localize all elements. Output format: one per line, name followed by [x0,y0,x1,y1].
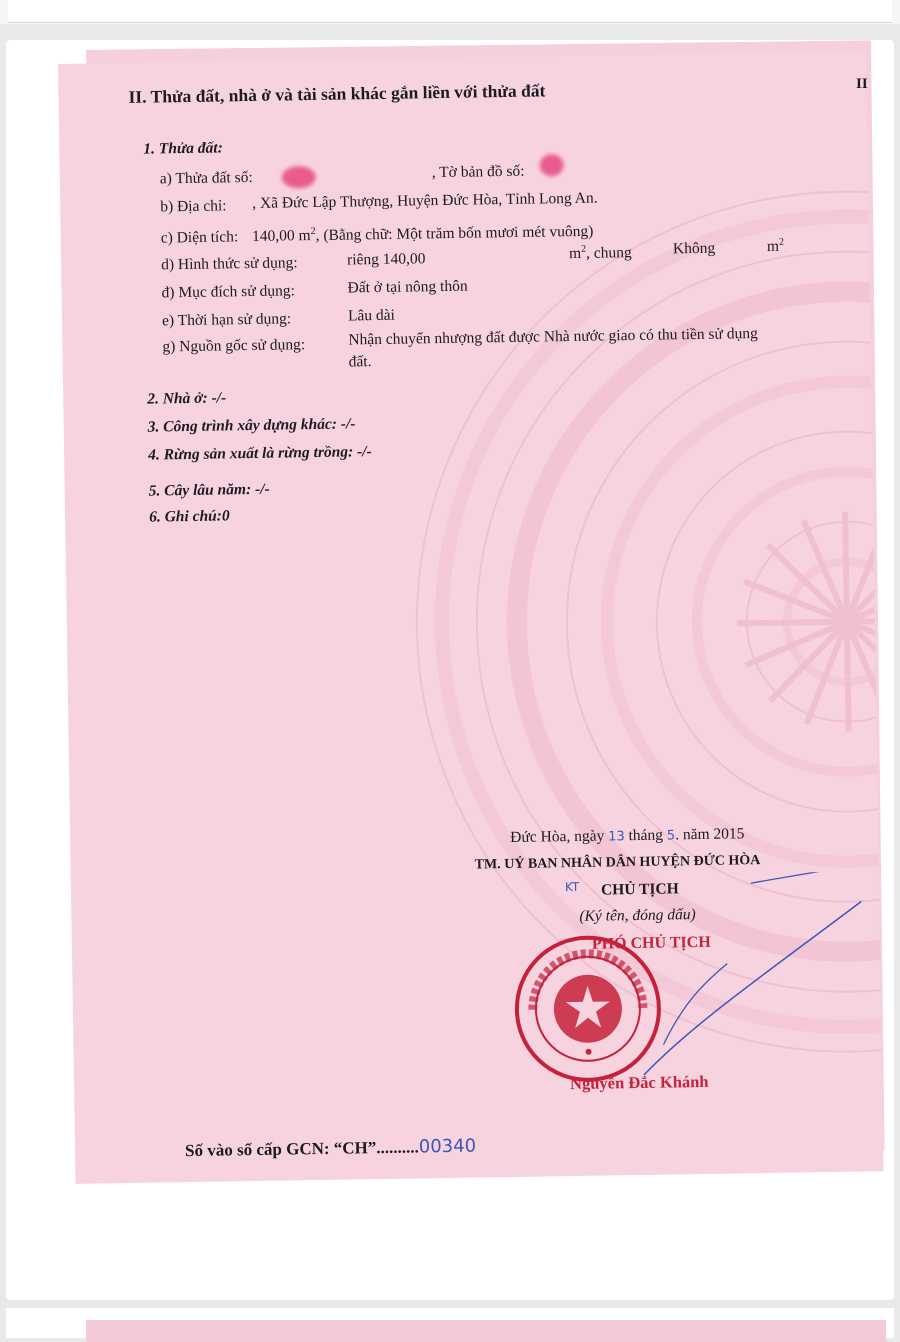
purpose-value: Đất ở tại nông thôn [347,277,468,297]
term-value: Lâu dài [347,306,396,325]
handwritten-initial: KT [564,879,580,895]
address-value: , Xã Đức Lập Thượng, Huyện Đức Hòa, Tỉnh Long An. [252,189,598,212]
usage-form-value: riêng 140,00 [346,250,426,269]
construction-item: 3. Công trình xây dựng khác: -/- [147,415,356,436]
issue-day: 13 [608,829,625,845]
map-sheet-label: , Tờ bản đồ số: [431,162,525,182]
area-label: c) Diện tích: 140,00 $m^2$, (Bằng chữ: Một trăm bốn mươi mét vuông) [160,222,594,247]
handwritten-signature [631,871,874,1095]
previous-page-strip [0,0,900,24]
note-item: 6. Ghi chú:0 [148,507,230,526]
registry-label: Số vào sổ cấp GCN: “CH”..........00340 [184,1135,477,1161]
issue-month: 5 [666,828,676,844]
land-heading: 1. Thửa đất: [143,139,223,158]
usage-shared-value: Không [672,239,716,258]
area-in-words: , (Bằng chữ: Một trăm bốn mươi mét vuông) [315,222,594,245]
redacted-plot-number [282,166,316,189]
sign-note: (Ký tên, đóng dấu) [579,906,696,925]
origin-label: g) Nguồn gốc sử dụng: [162,336,306,356]
area-value: 140,00 m [251,227,311,246]
origin-value-line1: Nhận chuyển nhượng đất được Nhà nước giao có thu tiền sử dụng [348,325,758,349]
section-title: II. Thửa đất, nhà ở và tài sản khác gắn liền với thửa đất [128,80,546,107]
page-marker: II [856,76,868,92]
certificate-page [58,51,883,1184]
purpose-label: đ) Mục đích sử dụng: [161,282,295,302]
origin-value-line2: đất. [348,353,372,371]
chairman-title: CHỦ TỊCH [600,880,679,899]
registry-number: 00340 [418,1135,477,1158]
house-item: 2. Nhà ở: -/- [147,389,227,408]
forest-item: 4. Rừng sản xuất là rừng trồng: -/- [148,443,372,464]
usage-shared-unit: $m^2$ [766,236,785,256]
vice-chairman-stamp: PHÓ CHỦ TỊCH [591,933,711,953]
authority-name: TM. UỶ BAN NHÂN DÂN HUYỆN ĐỨC HÒA [474,853,761,873]
usage-form-label: d) Hình thức sử dụng: [161,254,298,274]
issue-date: Đức Hòa, ngày 13 tháng 5. năm 2015 [510,825,745,846]
term-label: e) Thời hạn sử dụng: [161,310,292,330]
address-label: b) Địa chỉ: [160,197,227,216]
signer-name: Nguyễn Đắc Khánh [569,1071,709,1094]
usage-shared: $m^2$, chung [568,243,632,263]
perennial-item: 5. Cây lâu năm: -/- [148,480,270,500]
redacted-map-number [539,154,563,176]
plot-number-label: a) Thửa đất số: [159,168,253,188]
